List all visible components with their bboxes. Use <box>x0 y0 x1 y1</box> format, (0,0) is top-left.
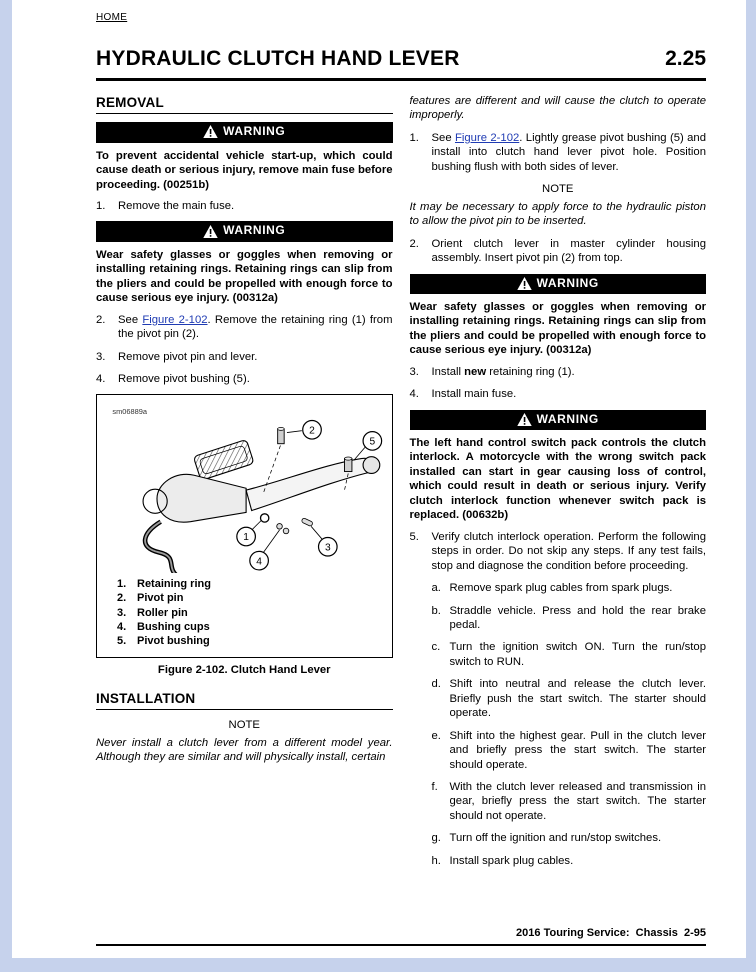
warning-text-main-fuse: To prevent accidental vehicle start-up, which could cause death or serious injury, remove main fuse before proceeding. (00251b) <box>96 149 393 191</box>
installation-step-3 <box>410 365 707 379</box>
step-number: 2. <box>96 313 106 326</box>
clutch-lever <box>246 459 375 511</box>
step-number: 3. <box>96 350 106 363</box>
legend-item: 2. Pivot pin <box>117 592 184 605</box>
figure-2-102-link[interactable]: Figure 2-102 <box>142 313 208 326</box>
legend-item: 3. Roller pin <box>117 606 188 619</box>
figure-legend <box>105 577 384 648</box>
left-column <box>96 94 393 876</box>
step-number: 1. <box>409 131 419 144</box>
step-number: 1. <box>96 199 106 212</box>
figure-2-102-link[interactable]: Figure 2-102 <box>454 131 520 144</box>
removal-step-3 <box>96 350 393 364</box>
warning-icon <box>517 413 532 426</box>
figure-code: sm06889a <box>112 407 148 417</box>
lever-ball-end <box>363 457 380 474</box>
step-number: 5. <box>409 530 419 543</box>
warning-banner <box>96 221 393 241</box>
removal-step-2 <box>96 313 393 342</box>
note-label: NOTE <box>228 719 260 732</box>
svg-text:5: 5 <box>369 437 376 449</box>
substep-e: e. Shift into the highest gear. Pull in the clutch lever and briefly press the start switch. The starter should operate. <box>431 729 706 771</box>
legend-item: 5. Pivot bushing <box>117 635 210 648</box>
bushing-cup-part <box>283 529 289 535</box>
step-text-part: . Remove the retaining ring (1) from the pivot pin (2). <box>118 313 393 341</box>
note-label: NOTE <box>542 183 574 196</box>
interlock-substeps <box>432 581 707 868</box>
warning-label: WARNING <box>536 275 599 290</box>
retaining-ring-part <box>260 514 268 522</box>
callout-5 <box>363 432 382 451</box>
step-text <box>432 131 707 174</box>
page-footer: 2016 Touring Service: Chassis 2-95 <box>96 927 706 946</box>
step-text-part: Install <box>431 365 465 378</box>
section-number: 2.25 <box>665 47 706 70</box>
step-text-part: See <box>118 313 143 326</box>
manual-page <box>12 0 746 958</box>
substep-g: g. Turn off the ignition and run/stop switches. <box>431 832 662 845</box>
substep-h: h. Install spark plug cables. <box>431 854 574 867</box>
step-text: Remove the main fuse. <box>118 199 235 212</box>
step-text-emphasis: new <box>464 365 487 378</box>
warning-text-safety-glasses-2: Wear safety glasses or goggles when removing or installing retaining rings. Retaining rings can slip from the pliers and could be propelled with enough force to cause serious eye injury. (00312a) <box>409 300 706 357</box>
warning-label: WARNING <box>223 223 286 238</box>
note-text-model-year-continued: features are different and will cause the clutch to operate improperly. <box>409 95 706 122</box>
warning-icon <box>517 277 532 290</box>
removal-step-1 <box>96 199 393 213</box>
two-column-layout <box>96 94 706 876</box>
svg-text:3: 3 <box>324 542 331 554</box>
step-text <box>432 365 707 379</box>
warning-label: WARNING <box>223 124 286 139</box>
warning-banner <box>96 122 393 142</box>
callout-1 <box>237 528 256 547</box>
callout-3 <box>319 538 338 557</box>
warning-icon <box>203 225 218 238</box>
step-text-part: See <box>431 131 455 144</box>
note-text-model-year: Never install a clutch lever from a different model year. Although they are similar and will physically install, certain <box>96 736 393 764</box>
home-link[interactable]: HOME <box>96 12 128 23</box>
figure-2-102 <box>96 394 393 657</box>
svg-text:2: 2 <box>309 425 315 437</box>
step-text-part: . Lightly grease pivot bushing (5) and install into clutch hand lever pivot hole. Position bushing flush with both sides of lever. <box>431 131 706 173</box>
legend-item: 4. Bushing cups <box>117 621 210 634</box>
substep-b: b. Straddle vehicle. Press and hold the rear brake pedal. <box>431 604 706 631</box>
installation-heading: INSTALLATION <box>96 690 393 710</box>
step-number: 4. <box>409 388 419 401</box>
installation-step-1 <box>410 131 707 174</box>
page-title: HYDRAULIC CLUTCH HAND LEVER <box>96 47 460 70</box>
substep-f: f. With the clutch lever released and transmission in gear, briefly press the start switch. The starter should not operate. <box>431 781 706 822</box>
step-number: 4. <box>96 372 106 385</box>
figure-caption: Figure 2-102. Clutch Hand Lever <box>157 663 331 676</box>
svg-text:1: 1 <box>243 532 249 544</box>
step-text <box>118 313 393 342</box>
installation-step-5 <box>410 530 707 573</box>
step-number: 2. <box>409 237 419 250</box>
right-column <box>410 94 707 876</box>
warning-label: WARNING <box>536 411 599 426</box>
warning-icon <box>203 125 218 138</box>
warning-banner <box>410 274 707 294</box>
step-text: Orient clutch lever in master cylinder housing assembly. Insert pivot pin (2) from top. <box>431 237 706 265</box>
step-text: Verify clutch interlock operation. Perform the following steps in order. Do not skip any steps. If any test fails, stop and diagnose the condition before proceeding. <box>431 530 706 572</box>
installation-step-2 <box>410 237 707 266</box>
warning-text-switch-pack: The left hand control switch pack controls the clutch interlock. A motorcycle with the wrong switch pack installed can start in gear causing loss of control, which could result in death or serious injury. Verify clutch interlock function whenever switch pack is replaced. (00632b) <box>409 436 706 522</box>
title-bar <box>96 47 706 81</box>
removal-step-4 <box>96 372 393 386</box>
substep-d: d. Shift into neutral and release the clutch lever. Briefly push the start switch. The starter should operate. <box>431 678 706 720</box>
clutch-lever-illustration <box>105 401 384 573</box>
reservoir-cap <box>193 440 254 481</box>
callout-4 <box>250 552 269 571</box>
removal-heading: REMOVAL <box>96 94 393 114</box>
master-cylinder-housing <box>157 475 246 523</box>
warning-banner <box>410 410 707 430</box>
callout-2 <box>303 421 322 440</box>
legend-item: 1. Retaining ring <box>117 578 211 591</box>
svg-text:4: 4 <box>256 556 262 568</box>
note-text-hydraulic-piston: It may be necessary to apply force to the hydraulic piston to allow the pivot pin to be inserted. <box>409 200 706 228</box>
bushing-cup-part <box>277 524 283 530</box>
step-text: Install main fuse. <box>431 388 517 401</box>
roller-pin-part <box>301 518 313 527</box>
step-text-part: retaining ring (1). <box>486 365 575 378</box>
step-text: Remove pivot bushing (5). <box>118 372 250 385</box>
substep-a: a. Remove spark plug cables from spark plugs. <box>431 582 673 595</box>
step-number: 3. <box>409 365 419 378</box>
installation-step-4 <box>410 387 707 401</box>
step-text: Remove pivot pin and lever. <box>118 350 258 363</box>
substep-c: c. Turn the ignition switch ON. Turn the run/stop switch to RUN. <box>431 641 706 668</box>
page-content <box>96 0 706 958</box>
warning-text-safety-glasses: Wear safety glasses or goggles when removing or installing retaining rings. Retaining rings can slip from the pliers and could be propelled with enough force to cause serious eye injury. (00312a) <box>96 248 393 305</box>
